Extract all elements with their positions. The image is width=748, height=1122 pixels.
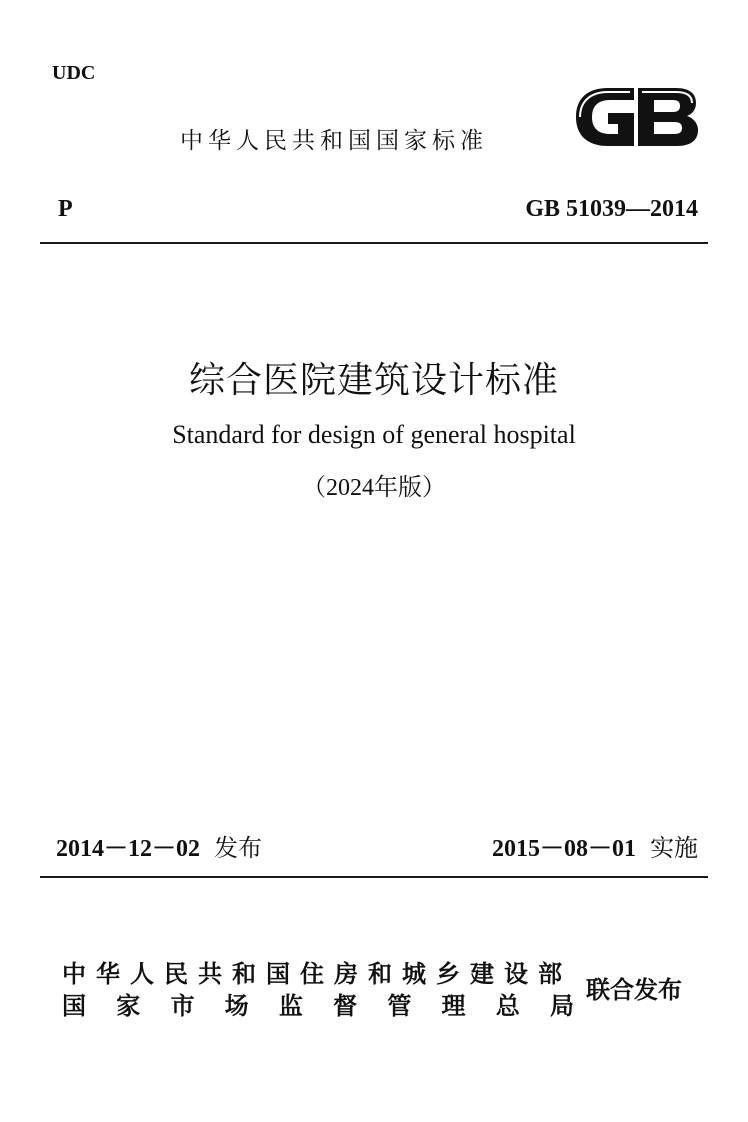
publisher-char: 国 — [62, 992, 86, 1020]
publisher-char: 监 — [278, 992, 303, 1020]
category-code: P — [58, 196, 73, 222]
standard-number: GB 51039—2014 — [525, 196, 698, 222]
publisher-char: 局 — [549, 992, 574, 1020]
implement-date-line — [492, 828, 698, 863]
implement-date: 2015－08－01 — [492, 836, 636, 862]
publisher-char: 场 — [224, 992, 249, 1020]
publisher-line-2 — [62, 986, 574, 1021]
gb-logo — [568, 84, 700, 150]
edition-label: （2024年版） — [302, 475, 446, 501]
issue-label: 发布 — [214, 834, 262, 862]
joint-release-label: 联合发布 — [586, 976, 682, 1004]
udc-label: UDC — [52, 62, 96, 84]
title-english: Standard for design of general hospital — [172, 420, 576, 449]
publisher-char: 理 — [441, 992, 466, 1020]
publisher-char: 家 — [116, 992, 141, 1020]
national-standard-label: 中华人民共和国国家标准 — [180, 128, 488, 154]
top-divider — [40, 242, 708, 244]
bottom-divider — [40, 876, 708, 878]
gb-logo-g — [576, 88, 634, 146]
publisher-line-1: 中华人民共和国住房和城乡建设部 — [62, 960, 572, 988]
implement-label: 实施 — [650, 834, 698, 862]
publisher-char: 督 — [333, 992, 358, 1020]
publisher-char: 市 — [170, 992, 195, 1020]
issue-date: 2014－12－02 — [56, 836, 200, 862]
issue-date-line — [56, 828, 262, 863]
publisher-char: 总 — [495, 992, 520, 1020]
title-chinese: 综合医院建筑设计标准 — [188, 360, 559, 401]
publisher-char: 管 — [387, 992, 412, 1020]
